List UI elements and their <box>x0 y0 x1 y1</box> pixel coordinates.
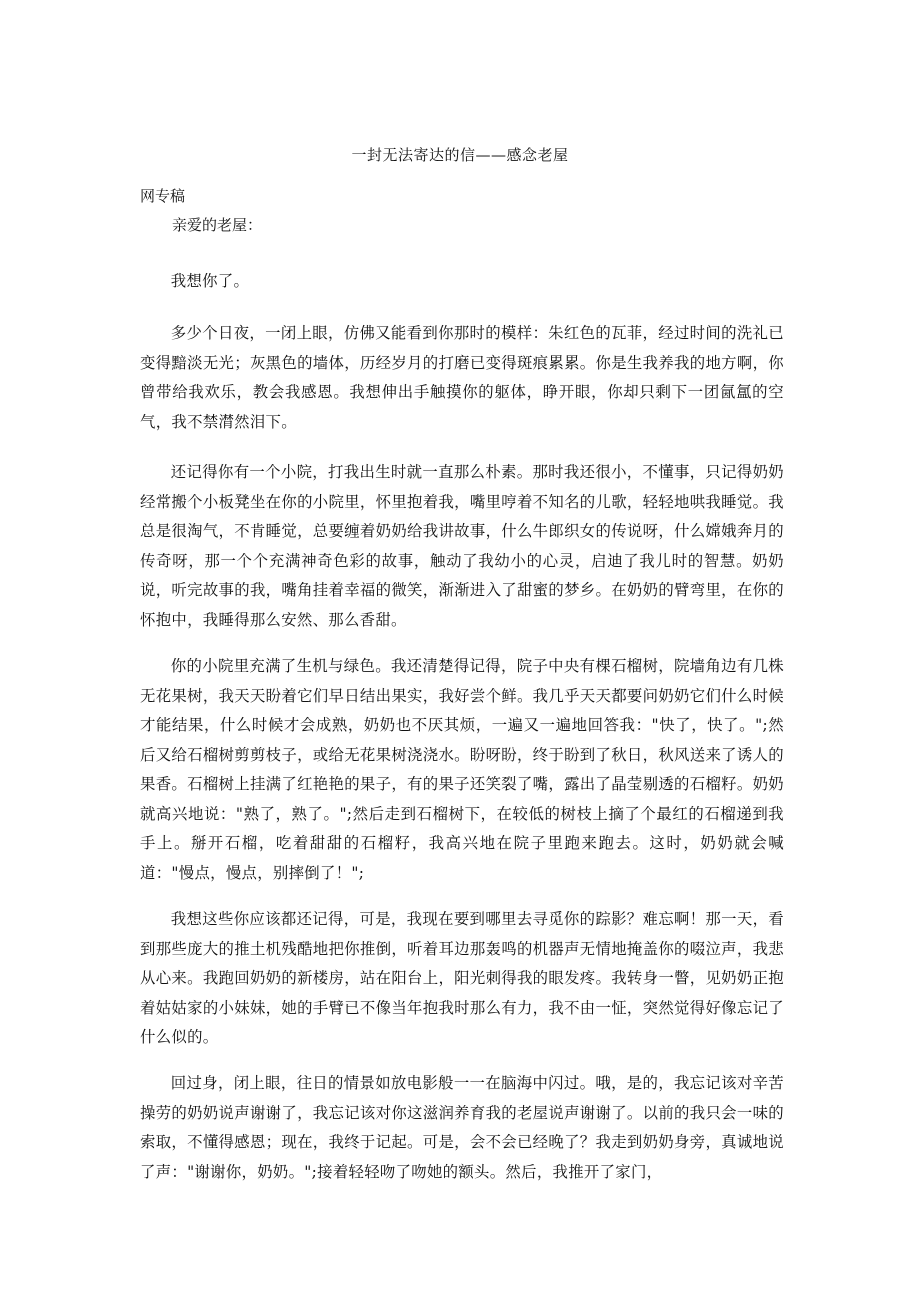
paragraph: 你的小院里充满了生机与绿色。我还清楚得记得，院子中央有棵石榴树，院墙角边有几株无花果树，我天天盼着它们早日结出果实，我好尝个鲜。我几乎天天都要问奶奶它们什么时候才能结果，什么时候才会成熟，奶奶也不厌其烦，一遍又一遍地回答我："快了，快了。";然后又给石榴树剪剪枝子，或给无花果树浇浇水。盼呀盼，终于盼到了秋日，秋风送来了诱人的果香。石榴树上挂满了红艳艳的果子，有的果子还笑裂了嘴，露出了晶莹剔透的石榴籽。奶奶就高兴地说："熟了，熟了。";然后走到石榴树下，在较低的树枝上摘了个最红的石榴递到我手上。掰开石榴，吃着甜甜的石榴籽，我高兴地在院子里跑来跑去。这时，奶奶就会喊道："慢点，慢点，别摔倒了！"; <box>140 657 784 882</box>
paragraph: 多少个日夜，一闭上眼，仿佛又能看到你那时的模样：朱红色的瓦菲，经过时间的洗礼已变得黯淡无光；灰黑色的墙体，历经岁月的打磨已变得斑痕累累。你是生我养我的地方啊，你曾带给我欢乐，教会我感恩。我想伸出手触摸你的躯体，睁开眼，你却只剩下一团氤氲的空气，我不禁潸然泪下。 <box>140 324 784 431</box>
salutation: 亲爱的老屋： <box>172 216 263 234</box>
paragraph: 还记得你有一个小院，打我出生时就一直那么朴素。那时我还很小，不懂事，只记得奶奶经常搬个小板凳坐在你的小院里，怀里抱着我，嘴里哼着不知名的儿歌，轻轻地哄我睡觉。我总是很淘气，不肯睡觉，总要缠着奶奶给我讲故事，什么牛郎织女的传说呀，什么嫦娥奔月的传奇呀，那一个个充满神奇色彩的故事，触动了我幼小的心灵，启迪了我儿时的智慧。奶奶说，听完故事的我，嘴角挂着幸福的微笑，渐渐进入了甜蜜的梦乡。在奶奶的臂弯里，在你的怀抱中，我睡得那么安然、那么香甜。 <box>140 463 784 629</box>
paragraph: 我想你了。 <box>170 272 250 290</box>
source-label: 网专稿 <box>140 187 186 205</box>
paragraph: 我想这些你应该都还记得，可是，我现在要到哪里去寻觅你的踪影？难忘啊！那一天，看到那些庞大的推土机残酷地把你推倒，听着耳边那轰鸣的机器声无情地掩盖你的啜泣声，我悲从心来。我跑回奶奶的新楼房，站在阳台上，阳光刺得我的眼发疼。我转身一瞥，见奶奶正抱着姑姑家的小妹妹，她的手臂已不像当年抱我时那么有力，我不由一怔，突然觉得好像忘记了什么似的。 <box>140 910 784 1046</box>
document-title: 一封无法寄达的信——感念老屋 <box>351 146 569 164</box>
paragraph: 回过身，闭上眼，往日的情景如放电影般一一在脑海中闪过。哦，是的，我忘记该对辛苦操劳的奶奶说声谢谢了，我忘记该对你这滋润养育我的老屋说声谢谢了。以前的我只会一味的索取，不懂得感恩；现在，我终于记起。可是，会不会已经晚了？我走到奶奶身旁，真诚地说了声："谢谢你，奶奶。";接着轻轻吻了吻她的额头。然后，我推开了家门， <box>140 1074 784 1181</box>
